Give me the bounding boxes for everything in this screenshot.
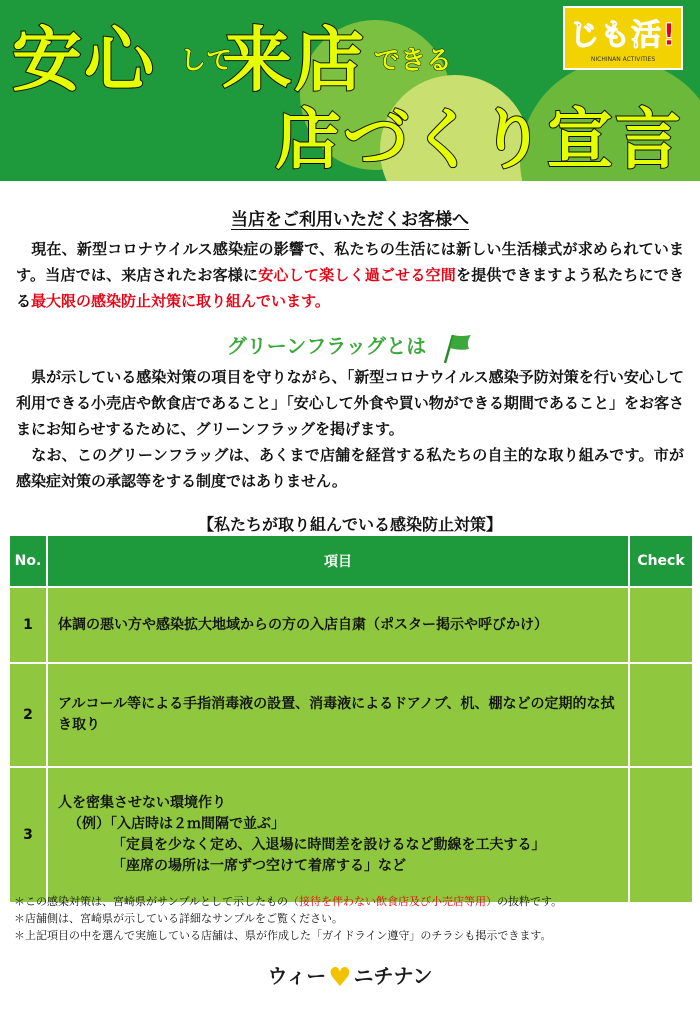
heart-icon: ♥ [328,962,352,993]
check-cell[interactable] [629,587,693,663]
row-number: 2 [9,663,47,767]
check-cell[interactable] [629,663,693,767]
table-row [9,663,693,767]
logo-text: じも活! [569,18,677,53]
row-item-text [47,767,629,903]
row-number: 1 [9,587,47,663]
green-flag-paragraph-2: なお、このグリーンフラッグは、あくまで店舗を経営する私たちの自主的な取り組みです。市が感染症対策の承認等をする制度ではありません。 [16,446,684,490]
green-flag-paragraph-1: 県が示している感染対策の項目を守りながら、「新型コロナウイルス感染予防対策を行い安心して利用できる小売店や飲食店であること」「安心して外食や買い物ができる期間であること」をお客さまにお知らせするために、グリーンフラッグを掲げます。 [16,368,684,438]
logo-subtext: NICHINAN ACTIVITIES [590,56,656,63]
table-row [9,587,693,663]
title-shite: して [180,46,233,76]
title-dekiru: できる [374,46,453,76]
check-cell[interactable] [629,767,693,903]
col-header-no: No. [9,535,47,587]
col-header-item: 項目 [47,535,629,587]
row-item-text: 体調の悪い方や感染拡大地域からの方の入店自粛（ポスター掲示や呼びかけ） [47,587,629,663]
title-line2: 店づくり宣言 [275,101,683,178]
row3-line-1: 人を密集させない環境作り [58,795,226,811]
table-row [9,767,693,903]
footnote-1: ＊この感染対策は、宮崎県がサンプルとして示したもの（接待を伴わない飲食店及び小売店等用）の抜粋です。 [14,895,563,908]
footnotes [14,893,694,944]
footnote-3: ＊上記項目の中を選んで実施している店舗は、県が作成した「ガイドライン遵守」のチラシも掲示できます。 [14,929,552,942]
table-header-row [9,535,693,587]
row-number: 3 [9,767,47,903]
measures-table [8,534,694,904]
intro-paragraph: 現在、新型コロナウイルス感染症の影響で、私たちの生活には新しい生活様式が求められています。当店では、来店されたお客様に安心して楽しく過ごせる空間を提供できますよう私たちにできる最大限の感染防止対策に取り組んでいます。 [16,240,684,310]
customer-heading: 当店をご利用いただくお客様へ [231,210,469,230]
row3-line-2: （例）「入店時は２ｍ間隔で並ぶ」 [68,816,285,832]
highlight-measures: 最大限の感染防止対策に取り組んでいます。 [31,292,330,310]
measures-heading: 【私たちが取り組んでいる感染防止対策】 [197,515,502,534]
green-flag-icon [439,331,473,365]
green-flag-heading: グリーンフラッグとは [0,330,700,365]
title-anshin: 安心 [12,19,156,101]
row-item-text: アルコール等による手指消毒液の設置、消毒液によるドアノブ、机、棚などの定期的な拭き取り [47,663,629,767]
footnote-2: ＊店舗側は、宮崎県が示している詳細なサンプルをご覧ください。 [14,912,344,925]
highlight-space: 安心して楽しく過ごせる空間 [258,266,456,284]
row3-line-3: 「定員を少なく定め、入退場に時間差を設けるなど動線を工夫する」 [112,837,546,853]
col-header-check: Check [629,535,693,587]
header-banner [0,0,700,181]
jimokatsu-logo [563,6,683,70]
title-raiten: 来店 [222,19,366,101]
row3-line-4: 「座席の場所は一席ずつ空けて着席する」など [112,858,406,874]
we-nichinan-logo: ウィー♥ ニチナン [267,962,433,993]
